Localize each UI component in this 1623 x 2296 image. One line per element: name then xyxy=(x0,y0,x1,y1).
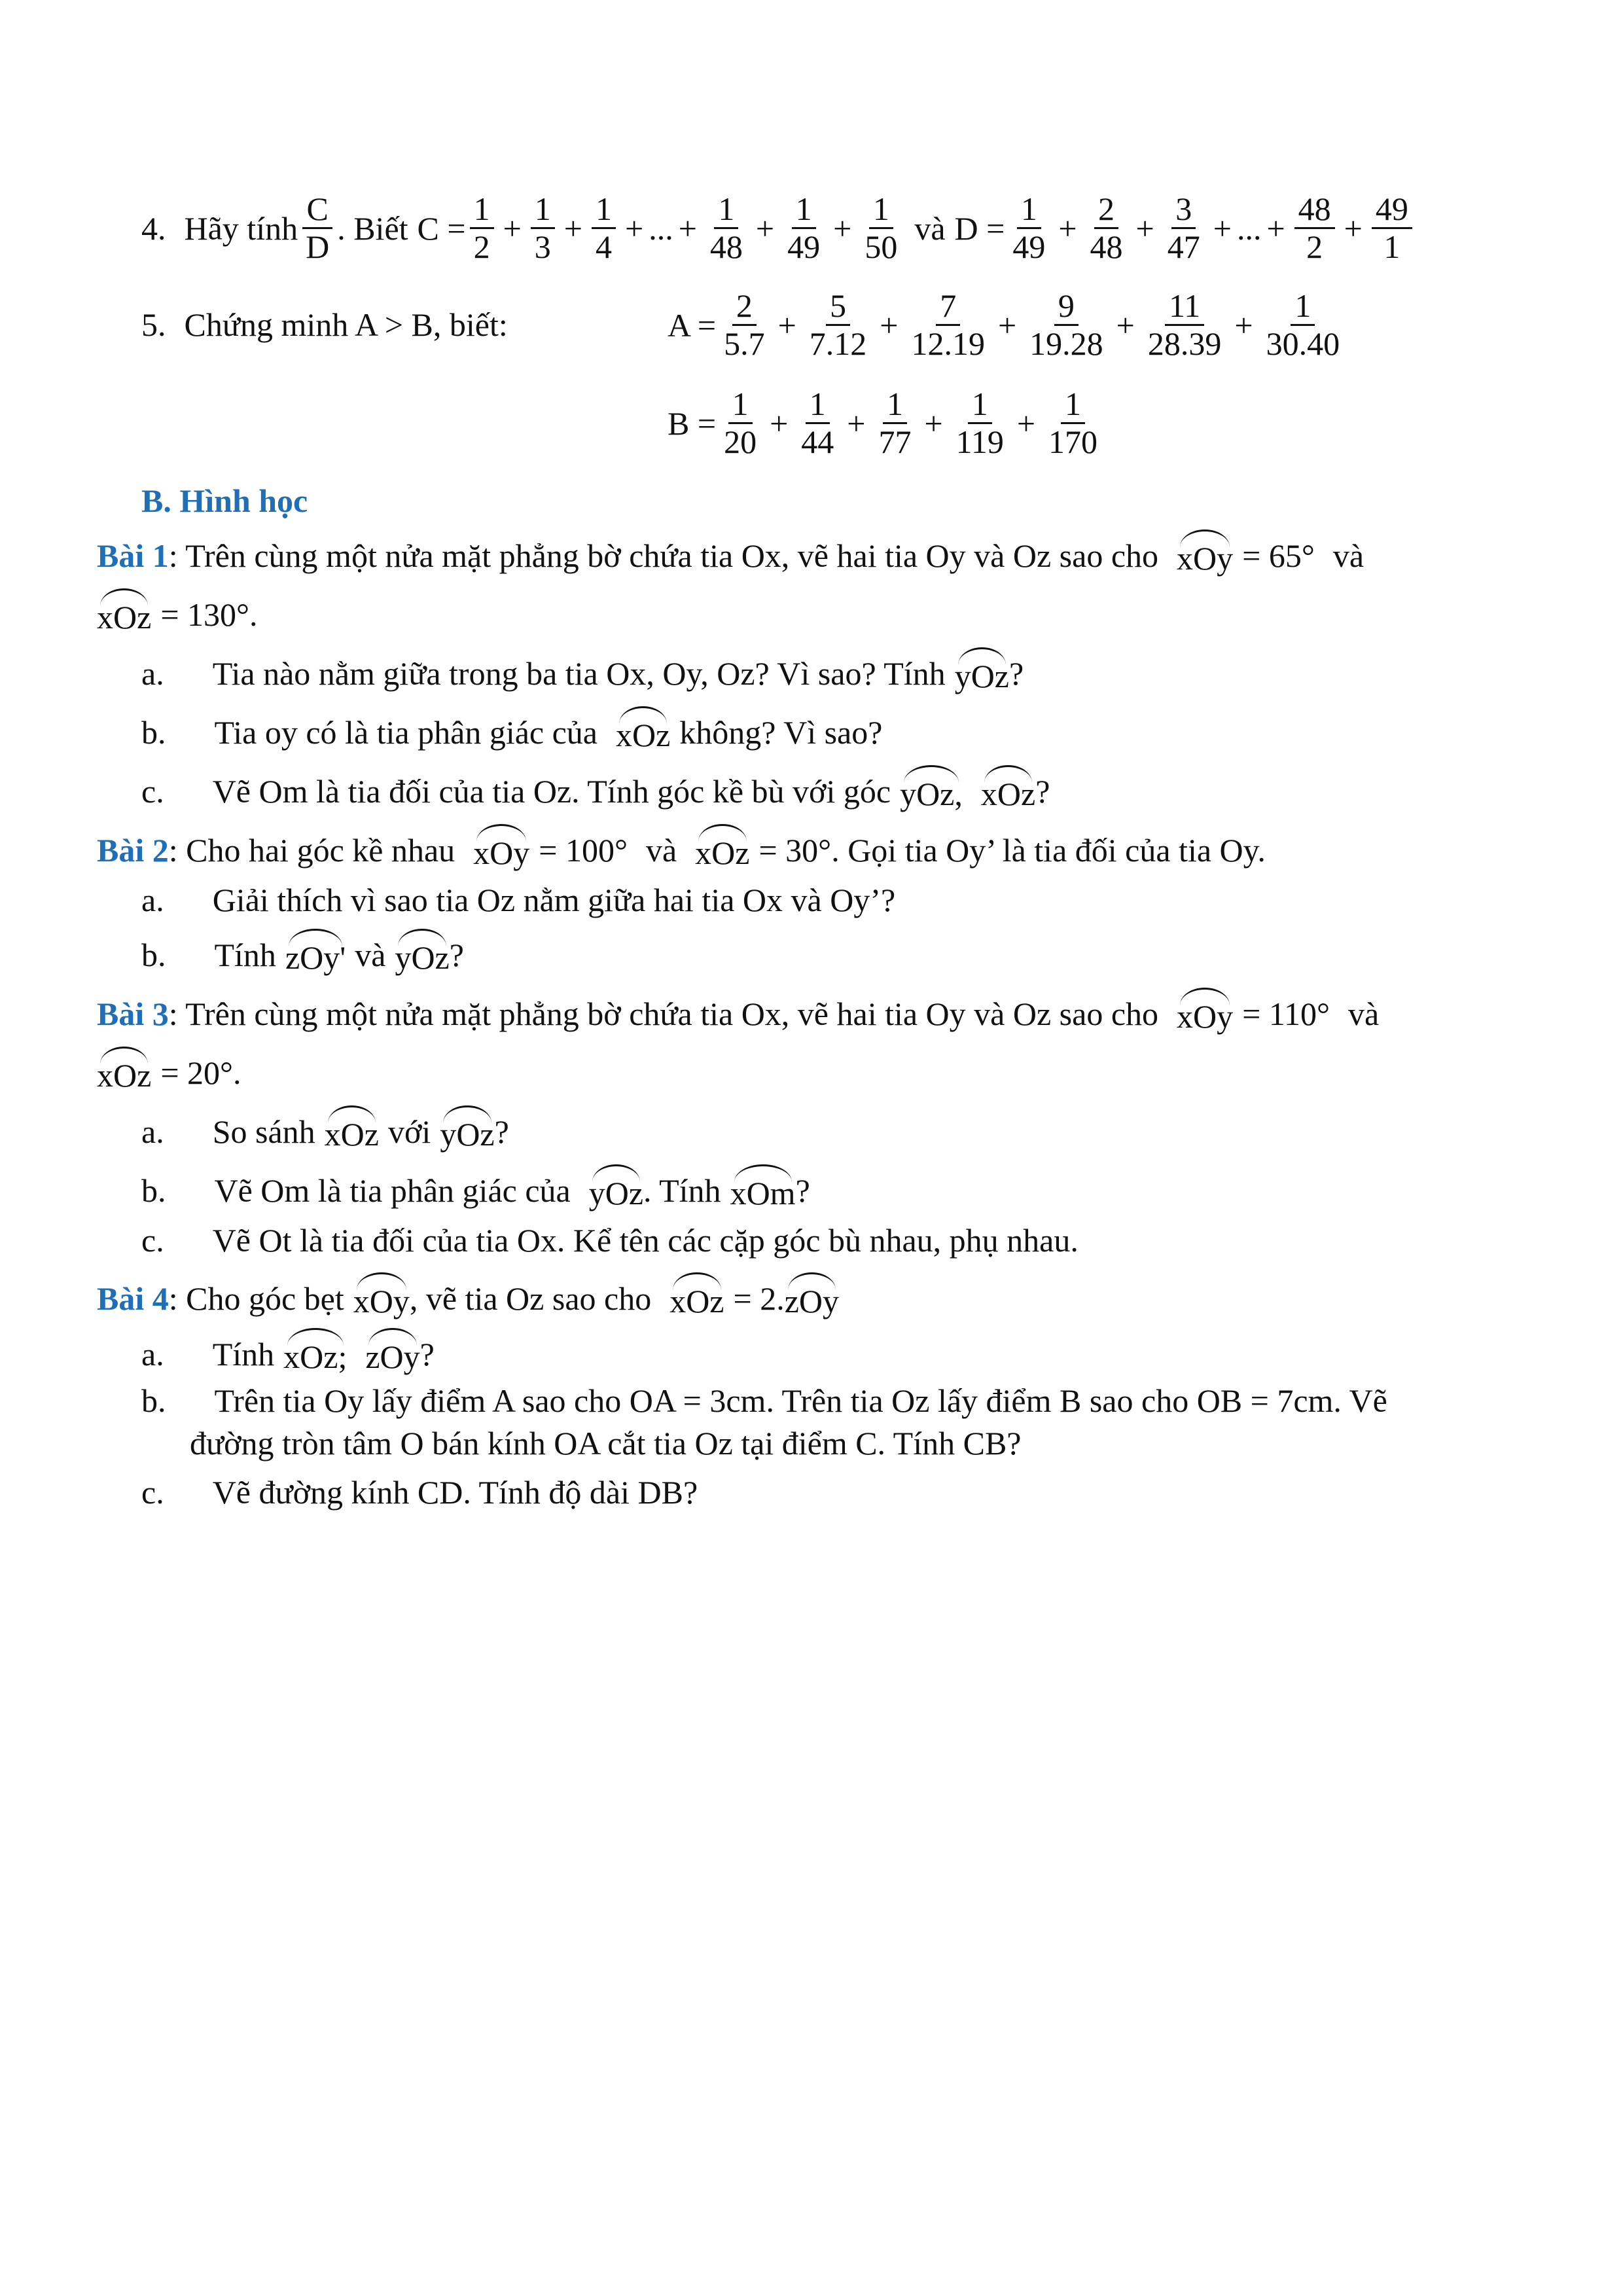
exercise-text: , vẽ tia Oz sao cho xyxy=(409,1280,652,1317)
math-label: C = xyxy=(417,209,466,247)
item-text: So sánh xyxy=(212,1113,315,1150)
item-marker: b. xyxy=(141,714,166,751)
item-marker: a. xyxy=(141,655,164,692)
connector-text: và xyxy=(645,832,677,869)
item-marker: c. xyxy=(141,773,164,810)
exercise-2a xyxy=(141,880,895,920)
fraction: $\frac{1}{119}$ xyxy=(955,386,1004,460)
angle-notation: xOz xyxy=(97,592,151,637)
connector-text: và xyxy=(1347,996,1380,1032)
exercise-4c xyxy=(141,1473,698,1512)
exercise-3c xyxy=(141,1221,1079,1260)
item-marker: c. xyxy=(141,1222,164,1259)
angle-notation: xOz xyxy=(669,1276,724,1321)
exercise-2b xyxy=(141,933,464,977)
fraction: $\frac{1}{170}$ xyxy=(1048,386,1098,460)
math-label: B = xyxy=(668,404,717,442)
angle-notation: xOy xyxy=(353,1276,410,1321)
item-text: Tia nào nằm giữa trong ba tia Ox, Oy, Oz? Vì sao? Tính xyxy=(212,655,946,692)
exercise-2 xyxy=(97,828,1266,872)
exercise-label: Bài 4 xyxy=(97,1280,169,1317)
exercise-1 xyxy=(97,533,1364,578)
exercise-1b xyxy=(141,710,882,755)
angle-notation: xOy xyxy=(1177,533,1233,578)
angle-value: = 65° xyxy=(1242,537,1315,574)
fraction: $\frac{1}{44}$ xyxy=(801,386,834,460)
exercise-1-cont xyxy=(97,592,258,637)
connector-text: và xyxy=(914,209,946,247)
exercise-text: : Trên cùng một nửa mặt phẳng bờ chứa tia Ox, vẽ hai tia Oy và Oz sao cho xyxy=(168,996,1159,1032)
item-text: Vẽ Om là tia đối của tia Oz. Tính góc kề bù với góc xyxy=(212,773,891,810)
angle-value: = 20°. xyxy=(160,1054,241,1091)
exercise-label: Bài 1 xyxy=(97,537,169,574)
angle-notation: xOz xyxy=(325,1109,379,1154)
fraction: $\frac{1}{2}$ xyxy=(470,191,494,265)
ellipsis: ... xyxy=(649,209,673,247)
angle-notation: yOz xyxy=(955,651,1009,696)
fraction: $\frac{1}{48}$ xyxy=(709,190,743,265)
exercise-3 xyxy=(97,992,1379,1036)
fraction: $\frac{2}{5.7}$ xyxy=(724,287,765,362)
angle-value: = 30° xyxy=(758,832,832,869)
item-text: Tia oy có là tia phân giác của xyxy=(214,714,597,751)
fraction: $\frac{1}{49}$ xyxy=(787,190,821,265)
section-title: B. Hình học xyxy=(141,482,308,519)
exercise-4b xyxy=(141,1381,1387,1420)
item-end: ? xyxy=(419,1336,435,1372)
problem-4: 4. Hãy tính $\frac{C}{D}$ . Biết C = $\frac{1}{2}$ + $\frac{1}{3}$ + $\frac{1}{4}$ + ... + $\frac{1}{48}$ + $\frac{1}{49}$ + $\frac{1}{50}$ và D = $\frac{1}{49}$ + $\frac{2}{48}$ + $\frac{3}{47}$ + ... + $\frac{48}{2}$ + $\frac{49}{1}$ xyxy=(141,191,1416,265)
fraction: $\frac{1}{77}$ xyxy=(878,386,912,460)
problem-number: 4. xyxy=(141,209,166,247)
exercise-text: . Gọi tia Oy’ là tia đối của tia Oy. xyxy=(831,832,1266,869)
item-text: Tính xyxy=(212,1336,275,1372)
angle-notation: yOz, xyxy=(900,769,963,814)
item-text: Vẽ Ot là tia đối của tia Ox. Kể tên các cặp góc bù nhau, phụ nhau. xyxy=(212,1222,1079,1259)
exercise-text: : Cho hai góc kề nhau xyxy=(168,832,455,869)
item-text: . Tính xyxy=(643,1172,721,1209)
angle-notation: xOm xyxy=(730,1168,796,1213)
item-marker: b. xyxy=(141,937,166,973)
math-label: A = xyxy=(668,306,717,344)
fraction: $\frac{7}{12.19}$ xyxy=(911,287,985,362)
item-marker: c. xyxy=(141,1474,164,1511)
item-end: ? xyxy=(795,1172,810,1209)
angle-notation: xOy xyxy=(1177,992,1233,1036)
fraction: $\frac{9}{19.28}$ xyxy=(1029,287,1103,362)
item-marker: a. xyxy=(141,1336,164,1372)
item-end: không? Vì sao? xyxy=(679,714,883,751)
problem-text: Chứng minh A > B, biết: xyxy=(184,306,508,343)
item-end: ? xyxy=(449,937,464,973)
fraction: $\frac{5}{7.12}$ xyxy=(809,287,867,362)
problem-text: . Biết xyxy=(337,209,408,247)
angle-notation: xOz; xyxy=(283,1332,347,1376)
item-end: ? xyxy=(1009,655,1024,692)
fraction: $\frac{C}{D}$ xyxy=(302,191,333,265)
fraction: $\frac{1}{3}$ xyxy=(531,191,555,265)
exercise-3-cont xyxy=(97,1050,241,1095)
fraction: $\frac{48}{2}$ xyxy=(1294,191,1335,265)
exercise-3a xyxy=(141,1109,509,1154)
item-end: ? xyxy=(1035,773,1050,810)
fraction: $\frac{1}{20}$ xyxy=(724,386,757,460)
item-text: Vẽ Om là tia phân giác của xyxy=(214,1172,571,1209)
item-text: Trên tia Oy lấy điểm A sao cho OA = 3cm. Trên tia Oz lấy điểm B sao cho OB = 7cm. Vẽ xyxy=(214,1382,1387,1419)
exercise-4a xyxy=(141,1332,435,1376)
exercise-label: Bài 3 xyxy=(97,996,169,1032)
angle-notation: yOz xyxy=(440,1109,494,1154)
connector-text: với xyxy=(387,1113,431,1150)
exercise-4b-cont xyxy=(190,1424,1021,1463)
item-text: đường tròn tâm O bán kính OA cắt tia Oz tại điểm C. Tính CB? xyxy=(190,1425,1022,1462)
connector-text: và xyxy=(355,937,386,973)
item-text: Vẽ đường kính CD. Tính độ dài DB? xyxy=(212,1474,698,1511)
angle-notation: xOz xyxy=(616,710,670,755)
fraction: $\frac{11}{28.39}$ xyxy=(1147,287,1222,362)
exercise-4 xyxy=(97,1276,839,1321)
angle-notation: zOy xyxy=(785,1276,839,1321)
fraction: $\frac{1}{49}$ xyxy=(1012,190,1046,265)
fraction: $\frac{49}{1}$ xyxy=(1372,191,1412,265)
angle-notation: zOy' xyxy=(285,933,346,977)
item-marker: a. xyxy=(141,882,164,918)
angle-value: = 130°. xyxy=(160,596,258,633)
ellipsis: ... xyxy=(1236,209,1262,247)
exercise-1c xyxy=(141,769,1050,814)
fraction: $\frac{1}{4}$ xyxy=(592,191,616,265)
angle-notation: yOz xyxy=(395,933,449,977)
exercise-3b xyxy=(141,1168,810,1213)
connector-text: và xyxy=(1332,537,1364,574)
item-text: Tính xyxy=(214,937,276,973)
angle-value: = 110° xyxy=(1242,996,1330,1032)
math-label: D = xyxy=(954,209,1005,247)
angle-notation: xOz xyxy=(97,1050,151,1095)
expression-b: B = $\frac{1}{20}$ + $\frac{1}{44}$ + $\frac{1}{77}$ + $\frac{1}{119}$ + $\frac{1}{170}$ xyxy=(668,386,1105,460)
item-marker: b. xyxy=(141,1172,166,1209)
item-end: ? xyxy=(494,1113,509,1150)
item-marker: a. xyxy=(141,1113,164,1150)
angle-notation: zOy xyxy=(365,1332,419,1376)
exercise-label: Bài 2 xyxy=(97,832,169,869)
problem-text: Hãy tính xyxy=(184,209,298,247)
angle-value: = 100° xyxy=(539,832,628,869)
exercise-text: : Trên cùng một nửa mặt phẳng bờ chứa tia Ox, vẽ hai tia Oy và Oz sao cho xyxy=(168,537,1159,574)
fraction: $\frac{3}{47}$ xyxy=(1167,190,1200,265)
angle-notation: yOz xyxy=(589,1168,643,1213)
expression-a: A = $\frac{2}{5.7}$ + $\frac{5}{7.12}$ + $\frac{7}{12.19}$ + $\frac{9}{19.28}$ + $\frac{11}{28.39}$ + $\frac{1}{30.40}$ xyxy=(668,288,1347,362)
item-text: Giải thích vì sao tia Oz nằm giữa hai tia Ox và Oy’? xyxy=(212,882,896,918)
fraction: $\frac{1}{50}$ xyxy=(865,190,898,265)
math-text: = 2. xyxy=(733,1280,785,1317)
angle-notation: xOy xyxy=(473,828,529,872)
problem-5 xyxy=(141,305,508,344)
fraction: $\frac{1}{30.40}$ xyxy=(1266,287,1340,362)
problem-number: 5. xyxy=(141,306,166,343)
exercise-text: : Cho góc bẹt xyxy=(168,1280,344,1317)
angle-notation: xOz xyxy=(695,828,749,872)
exercise-1a xyxy=(141,651,1024,696)
fraction: $\frac{2}{48}$ xyxy=(1090,190,1123,265)
angle-notation: xOz xyxy=(981,769,1035,814)
item-marker: b. xyxy=(141,1382,166,1419)
